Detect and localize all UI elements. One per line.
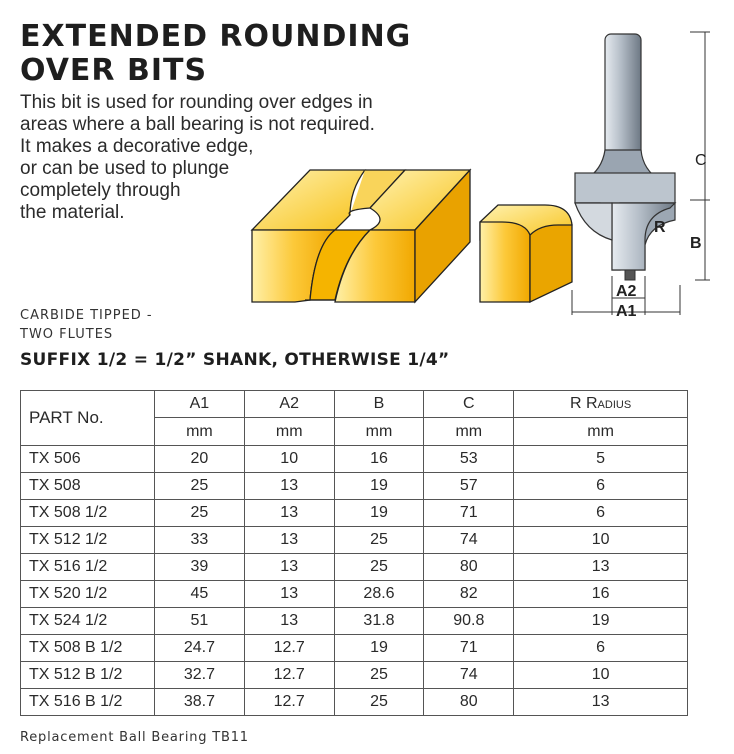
value-cell: 13 bbox=[244, 527, 334, 554]
part-number-cell: TX 516 B 1/2 bbox=[21, 689, 155, 716]
description-line: It makes a decorative edge, bbox=[20, 136, 254, 157]
value-cell: 74 bbox=[424, 527, 514, 554]
value-cell: 28.6 bbox=[334, 581, 424, 608]
description-line: the material. bbox=[20, 202, 125, 223]
table-row bbox=[21, 635, 688, 662]
part-number-cell: TX 512 B 1/2 bbox=[21, 662, 155, 689]
value-cell: 45 bbox=[155, 581, 245, 608]
header-r-radius: R Radius bbox=[514, 391, 688, 418]
table-row bbox=[21, 446, 688, 473]
value-cell: 24.7 bbox=[155, 635, 245, 662]
value-cell: 13 bbox=[244, 500, 334, 527]
header-part-number: PART No. bbox=[21, 391, 155, 446]
value-cell: 71 bbox=[424, 500, 514, 527]
value-cell: 19 bbox=[334, 635, 424, 662]
description-line: areas where a ball bearing is not required. bbox=[20, 114, 375, 135]
unit-cell: mm bbox=[514, 418, 688, 446]
value-cell: 12.7 bbox=[244, 635, 334, 662]
table-row bbox=[21, 473, 688, 500]
value-cell: 16 bbox=[334, 446, 424, 473]
value-cell: 25 bbox=[155, 500, 245, 527]
value-cell: 13 bbox=[514, 554, 688, 581]
table-row bbox=[21, 689, 688, 716]
table-row bbox=[21, 608, 688, 635]
description-line: completely through bbox=[20, 180, 181, 201]
title-line-1: EXTENDED ROUNDING bbox=[20, 19, 412, 54]
value-cell: 13 bbox=[244, 473, 334, 500]
value-cell: 90.8 bbox=[424, 608, 514, 635]
value-cell: 12.7 bbox=[244, 689, 334, 716]
unit-cell: mm bbox=[155, 418, 245, 446]
value-cell: 80 bbox=[424, 689, 514, 716]
value-cell: 39 bbox=[155, 554, 245, 581]
carbide-subheading bbox=[20, 306, 153, 344]
description-line: or can be used to plunge bbox=[20, 158, 230, 179]
value-cell: 10 bbox=[514, 527, 688, 554]
shank-suffix-note: SUFFIX 1/2 = 1/2” SHANK, OTHERWISE 1/4” bbox=[20, 350, 450, 370]
router-bit bbox=[575, 34, 675, 280]
header-a1: A1 bbox=[155, 391, 245, 418]
part-number-cell: TX 508 bbox=[21, 473, 155, 500]
value-cell: 6 bbox=[514, 635, 688, 662]
value-cell: 31.8 bbox=[334, 608, 424, 635]
value-cell: 38.7 bbox=[155, 689, 245, 716]
subheading-line: TWO FLUTES bbox=[20, 327, 114, 342]
value-cell: 25 bbox=[155, 473, 245, 500]
value-cell: 13 bbox=[244, 608, 334, 635]
value-cell: 13 bbox=[244, 581, 334, 608]
value-cell: 25 bbox=[334, 689, 424, 716]
table-row bbox=[21, 554, 688, 581]
table-body bbox=[21, 446, 688, 716]
part-number-cell: TX 508 B 1/2 bbox=[21, 635, 155, 662]
part-number-cell: TX 506 bbox=[21, 446, 155, 473]
value-cell: 82 bbox=[424, 581, 514, 608]
table-row bbox=[21, 581, 688, 608]
dim-label-a1: A1 bbox=[616, 303, 637, 320]
table-row bbox=[21, 527, 688, 554]
description-line: This bit is used for rounding over edges in bbox=[20, 92, 373, 113]
dim-label-a2: A2 bbox=[616, 283, 637, 300]
value-cell: 16 bbox=[514, 581, 688, 608]
value-cell: 19 bbox=[334, 473, 424, 500]
value-cell: 6 bbox=[514, 473, 688, 500]
value-cell: 19 bbox=[334, 500, 424, 527]
header-c: C bbox=[424, 391, 514, 418]
value-cell: 13 bbox=[514, 689, 688, 716]
value-cell: 51 bbox=[155, 608, 245, 635]
value-cell: 33 bbox=[155, 527, 245, 554]
subheading-line: CARBIDE TIPPED - bbox=[20, 308, 153, 323]
grooved-wood-block bbox=[252, 170, 470, 302]
router-bit-illustration bbox=[240, 20, 720, 320]
value-cell: 20 bbox=[155, 446, 245, 473]
value-cell: 71 bbox=[424, 635, 514, 662]
part-number-cell: TX 516 1/2 bbox=[21, 554, 155, 581]
value-cell: 25 bbox=[334, 554, 424, 581]
value-cell: 13 bbox=[244, 554, 334, 581]
table-row bbox=[21, 662, 688, 689]
title-line-2: OVER BITS bbox=[20, 53, 208, 88]
footnote: Replacement Ball Bearing TB11 bbox=[20, 730, 249, 745]
value-cell: 80 bbox=[424, 554, 514, 581]
dim-label-c: C bbox=[695, 152, 707, 169]
value-cell: 25 bbox=[334, 527, 424, 554]
value-cell: 19 bbox=[514, 608, 688, 635]
header-a2: A2 bbox=[244, 391, 334, 418]
unit-cell: mm bbox=[424, 418, 514, 446]
header-b: B bbox=[334, 391, 424, 418]
unit-cell: mm bbox=[334, 418, 424, 446]
dim-label-b: B bbox=[690, 235, 702, 252]
part-number-cell: TX 512 1/2 bbox=[21, 527, 155, 554]
part-number-cell: TX 508 1/2 bbox=[21, 500, 155, 527]
rounded-wood-block bbox=[480, 205, 572, 302]
value-cell: 12.7 bbox=[244, 662, 334, 689]
specification-table bbox=[20, 390, 688, 716]
value-cell: 53 bbox=[424, 446, 514, 473]
value-cell: 10 bbox=[244, 446, 334, 473]
value-cell: 5 bbox=[514, 446, 688, 473]
part-number-cell: TX 524 1/2 bbox=[21, 608, 155, 635]
value-cell: 57 bbox=[424, 473, 514, 500]
part-number-cell: TX 520 1/2 bbox=[21, 581, 155, 608]
dim-label-r: R bbox=[654, 219, 666, 236]
table-row bbox=[21, 500, 688, 527]
value-cell: 6 bbox=[514, 500, 688, 527]
value-cell: 74 bbox=[424, 662, 514, 689]
value-cell: 25 bbox=[334, 662, 424, 689]
table-header-row bbox=[21, 391, 688, 418]
value-cell: 10 bbox=[514, 662, 688, 689]
value-cell: 32.7 bbox=[155, 662, 245, 689]
unit-cell: mm bbox=[244, 418, 334, 446]
